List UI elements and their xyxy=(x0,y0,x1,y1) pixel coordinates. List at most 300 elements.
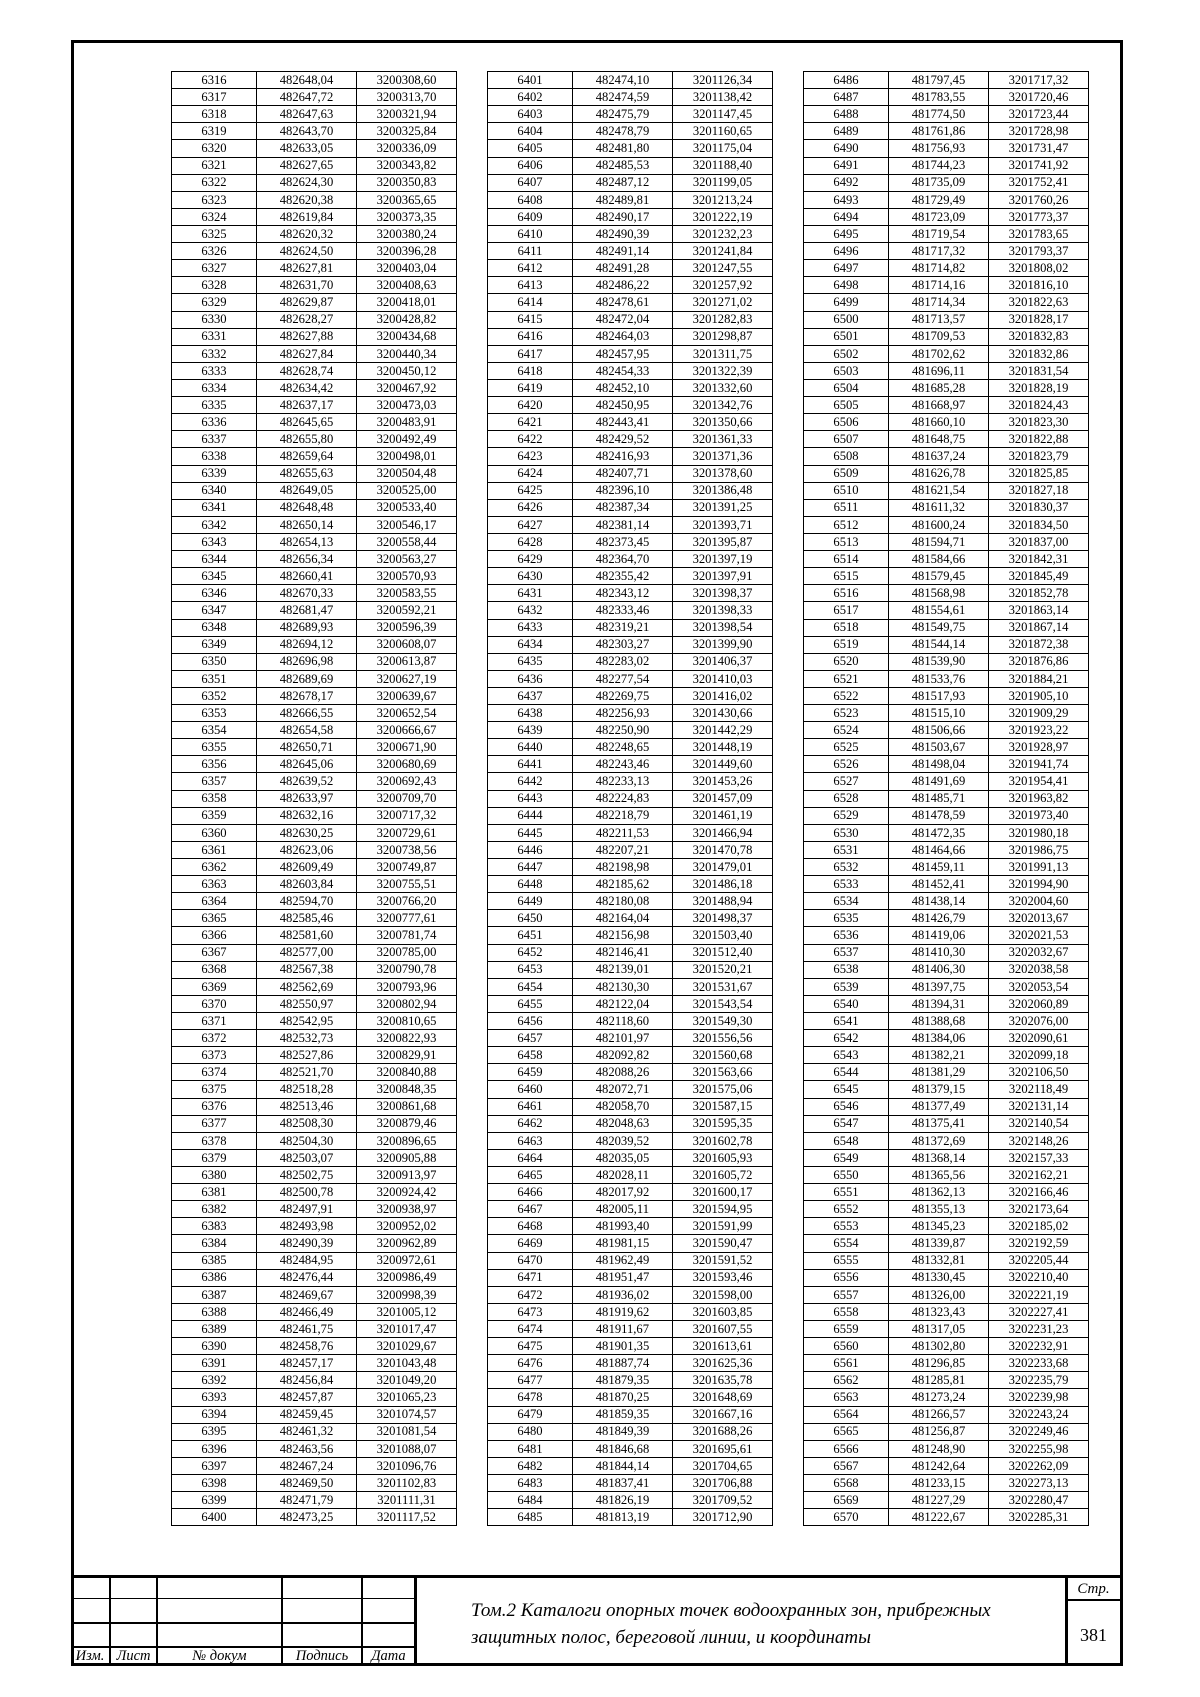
table-row xyxy=(172,1098,457,1115)
point-number-cell: 6457 xyxy=(488,1030,573,1047)
point-number-cell: 6509 xyxy=(804,465,889,482)
table-row xyxy=(804,961,1089,978)
table-row xyxy=(488,431,773,448)
y-coordinate-cell: 3201991,13 xyxy=(989,859,1089,876)
y-coordinate-cell: 3201311,75 xyxy=(673,345,773,362)
x-coordinate-cell: 482250,90 xyxy=(573,722,673,739)
x-coordinate-cell: 482550,97 xyxy=(257,995,357,1012)
table-row xyxy=(804,208,1089,225)
point-number-cell: 6349 xyxy=(172,636,257,653)
point-number-cell: 6472 xyxy=(488,1286,573,1303)
x-coordinate-cell: 482472,04 xyxy=(573,311,673,328)
table-row xyxy=(172,670,457,687)
x-coordinate-cell: 482650,71 xyxy=(257,739,357,756)
y-coordinate-cell: 3200440,34 xyxy=(357,345,457,362)
point-number-cell: 6360 xyxy=(172,824,257,841)
y-coordinate-cell: 3201147,45 xyxy=(673,106,773,123)
y-coordinate-cell: 3201832,83 xyxy=(989,328,1089,345)
x-coordinate-cell: 481594,71 xyxy=(889,533,989,550)
point-number-cell: 6556 xyxy=(804,1269,889,1286)
x-coordinate-cell: 482461,75 xyxy=(257,1320,357,1337)
x-coordinate-cell: 482623,06 xyxy=(257,841,357,858)
x-coordinate-cell: 481849,39 xyxy=(573,1423,673,1440)
point-number-cell: 6531 xyxy=(804,841,889,858)
x-coordinate-cell: 481377,49 xyxy=(889,1098,989,1115)
y-coordinate-cell: 3200729,61 xyxy=(357,824,457,841)
x-coordinate-cell: 482416,93 xyxy=(573,448,673,465)
y-coordinate-cell: 3201603,85 xyxy=(673,1303,773,1320)
x-coordinate-cell: 481729,49 xyxy=(889,191,989,208)
x-coordinate-cell: 482207,21 xyxy=(573,841,673,858)
y-coordinate-cell: 3201531,67 xyxy=(673,978,773,995)
y-coordinate-cell: 3200766,20 xyxy=(357,893,457,910)
x-coordinate-cell: 482491,14 xyxy=(573,243,673,260)
y-coordinate-cell: 3200350,83 xyxy=(357,174,457,191)
point-number-cell: 6398 xyxy=(172,1474,257,1491)
table-row xyxy=(804,1492,1089,1509)
y-coordinate-cell: 3201543,54 xyxy=(673,995,773,1012)
y-coordinate-cell: 3200373,35 xyxy=(357,208,457,225)
point-number-cell: 6566 xyxy=(804,1440,889,1457)
y-coordinate-cell: 3202249,46 xyxy=(989,1423,1089,1440)
y-coordinate-cell: 3201845,49 xyxy=(989,568,1089,585)
y-coordinate-cell: 3200396,28 xyxy=(357,243,457,260)
point-number-cell: 6319 xyxy=(172,123,257,140)
point-number-cell: 6546 xyxy=(804,1098,889,1115)
table-row xyxy=(172,294,457,311)
point-number-cell: 6415 xyxy=(488,311,573,328)
label-izm: Изм. xyxy=(75,1648,105,1664)
x-coordinate-cell: 482532,73 xyxy=(257,1030,357,1047)
x-coordinate-cell: 482681,47 xyxy=(257,602,357,619)
y-coordinate-cell: 3201111,31 xyxy=(357,1492,457,1509)
table-row xyxy=(488,72,773,89)
y-coordinate-cell: 3202053,54 xyxy=(989,978,1089,995)
x-coordinate-cell: 481951,47 xyxy=(573,1269,673,1286)
y-coordinate-cell: 3200755,51 xyxy=(357,876,457,893)
point-number-cell: 6414 xyxy=(488,294,573,311)
x-coordinate-cell: 481406,30 xyxy=(889,961,989,978)
y-coordinate-cell: 3201498,37 xyxy=(673,910,773,927)
point-number-cell: 6365 xyxy=(172,910,257,927)
table-row xyxy=(804,978,1089,995)
y-coordinate-cell: 3202060,89 xyxy=(989,995,1089,1012)
table-row xyxy=(488,243,773,260)
point-number-cell: 6560 xyxy=(804,1338,889,1355)
x-coordinate-cell: 481515,10 xyxy=(889,705,989,722)
point-number-cell: 6428 xyxy=(488,533,573,550)
x-coordinate-cell: 481713,57 xyxy=(889,311,989,328)
table-row xyxy=(172,1047,457,1064)
point-number-cell: 6530 xyxy=(804,824,889,841)
y-coordinate-cell: 3201980,18 xyxy=(989,824,1089,841)
table-row xyxy=(488,208,773,225)
x-coordinate-cell: 482118,60 xyxy=(573,1013,673,1030)
table-row xyxy=(804,448,1089,465)
point-number-cell: 6370 xyxy=(172,995,257,1012)
point-number-cell: 6378 xyxy=(172,1132,257,1149)
x-coordinate-cell: 481256,87 xyxy=(889,1423,989,1440)
x-coordinate-cell: 481735,09 xyxy=(889,174,989,191)
y-coordinate-cell: 3201830,37 xyxy=(989,499,1089,516)
table-row xyxy=(172,243,457,260)
y-coordinate-cell: 3201029,67 xyxy=(357,1338,457,1355)
y-coordinate-cell: 3200680,69 xyxy=(357,756,457,773)
x-coordinate-cell: 481981,15 xyxy=(573,1235,673,1252)
point-number-cell: 6568 xyxy=(804,1474,889,1491)
y-coordinate-cell: 3201986,75 xyxy=(989,841,1089,858)
x-coordinate-cell: 481813,19 xyxy=(573,1509,673,1526)
y-coordinate-cell: 3201088,07 xyxy=(357,1440,457,1457)
x-coordinate-cell: 482454,33 xyxy=(573,362,673,379)
table-row xyxy=(172,1115,457,1132)
point-number-cell: 6448 xyxy=(488,876,573,893)
x-coordinate-cell: 481517,93 xyxy=(889,687,989,704)
table-row xyxy=(804,191,1089,208)
table-row xyxy=(804,807,1089,824)
x-coordinate-cell: 482139,01 xyxy=(573,961,673,978)
coordinates-table-middle xyxy=(487,71,773,1526)
y-coordinate-cell: 3201731,47 xyxy=(989,140,1089,157)
x-coordinate-cell: 482655,63 xyxy=(257,465,357,482)
y-coordinate-cell: 3201872,38 xyxy=(989,636,1089,653)
y-coordinate-cell: 3202243,24 xyxy=(989,1406,1089,1423)
y-coordinate-cell: 3200738,56 xyxy=(357,841,457,858)
point-number-cell: 6387 xyxy=(172,1286,257,1303)
table-row xyxy=(172,191,457,208)
y-coordinate-cell: 3201350,66 xyxy=(673,414,773,431)
x-coordinate-cell: 481993,40 xyxy=(573,1218,673,1235)
table-row xyxy=(172,465,457,482)
x-coordinate-cell: 482035,05 xyxy=(573,1149,673,1166)
table-row xyxy=(804,362,1089,379)
y-coordinate-cell: 3200583,55 xyxy=(357,585,457,602)
x-coordinate-cell: 482645,06 xyxy=(257,756,357,773)
point-number-cell: 6435 xyxy=(488,653,573,670)
table-row xyxy=(804,1389,1089,1406)
point-number-cell: 6429 xyxy=(488,551,573,568)
y-coordinate-cell: 3200428,82 xyxy=(357,311,457,328)
y-coordinate-cell: 3200879,46 xyxy=(357,1115,457,1132)
table-row xyxy=(172,1492,457,1509)
point-number-cell: 6419 xyxy=(488,379,573,396)
point-number-cell: 6551 xyxy=(804,1184,889,1201)
point-number-cell: 6485 xyxy=(488,1509,573,1526)
y-coordinate-cell: 3201395,87 xyxy=(673,533,773,550)
y-coordinate-cell: 3201741,92 xyxy=(989,157,1089,174)
x-coordinate-cell: 481696,11 xyxy=(889,362,989,379)
table-row xyxy=(804,1440,1089,1457)
y-coordinate-cell: 3200848,35 xyxy=(357,1081,457,1098)
x-coordinate-cell: 482624,50 xyxy=(257,243,357,260)
table-row xyxy=(172,414,457,431)
point-number-cell: 6341 xyxy=(172,499,257,516)
point-number-cell: 6432 xyxy=(488,602,573,619)
y-coordinate-cell: 3202235,79 xyxy=(989,1372,1089,1389)
y-coordinate-cell: 3200905,88 xyxy=(357,1149,457,1166)
x-coordinate-cell: 482457,95 xyxy=(573,345,673,362)
table-row xyxy=(804,157,1089,174)
table-row xyxy=(172,1030,457,1047)
x-coordinate-cell: 482503,07 xyxy=(257,1149,357,1166)
point-number-cell: 6528 xyxy=(804,790,889,807)
x-coordinate-cell: 482632,16 xyxy=(257,807,357,824)
point-number-cell: 6337 xyxy=(172,431,257,448)
x-coordinate-cell: 481797,45 xyxy=(889,72,989,89)
table-row xyxy=(488,1303,773,1320)
x-coordinate-cell: 482381,14 xyxy=(573,516,673,533)
point-number-cell: 6549 xyxy=(804,1149,889,1166)
y-coordinate-cell: 3200483,91 xyxy=(357,414,457,431)
x-coordinate-cell: 482624,30 xyxy=(257,174,357,191)
point-number-cell: 6425 xyxy=(488,482,573,499)
x-coordinate-cell: 481248,90 xyxy=(889,1440,989,1457)
point-number-cell: 6418 xyxy=(488,362,573,379)
point-number-cell: 6433 xyxy=(488,619,573,636)
point-number-cell: 6484 xyxy=(488,1492,573,1509)
x-coordinate-cell: 482343,12 xyxy=(573,585,673,602)
x-coordinate-cell: 482072,71 xyxy=(573,1081,673,1098)
table-row xyxy=(804,431,1089,448)
x-coordinate-cell: 481846,68 xyxy=(573,1440,673,1457)
y-coordinate-cell: 3201332,60 xyxy=(673,379,773,396)
table-row xyxy=(172,1406,457,1423)
point-number-cell: 6526 xyxy=(804,756,889,773)
x-coordinate-cell: 481579,45 xyxy=(889,568,989,585)
point-number-cell: 6539 xyxy=(804,978,889,995)
point-number-cell: 6454 xyxy=(488,978,573,995)
point-number-cell: 6355 xyxy=(172,739,257,756)
table-row xyxy=(488,619,773,636)
table-row xyxy=(172,533,457,550)
x-coordinate-cell: 482473,25 xyxy=(257,1509,357,1526)
y-coordinate-cell: 3201065,23 xyxy=(357,1389,457,1406)
x-coordinate-cell: 482243,46 xyxy=(573,756,673,773)
table-row xyxy=(488,1167,773,1184)
y-coordinate-cell: 3202285,31 xyxy=(989,1509,1089,1526)
point-number-cell: 6336 xyxy=(172,414,257,431)
table-row xyxy=(172,379,457,396)
x-coordinate-cell: 482101,97 xyxy=(573,1030,673,1047)
point-number-cell: 6478 xyxy=(488,1389,573,1406)
y-coordinate-cell: 3200308,60 xyxy=(357,72,457,89)
point-number-cell: 6477 xyxy=(488,1372,573,1389)
point-number-cell: 6326 xyxy=(172,243,257,260)
table-row xyxy=(172,1303,457,1320)
table-row xyxy=(488,585,773,602)
table-row xyxy=(804,841,1089,858)
point-number-cell: 6524 xyxy=(804,722,889,739)
table-row xyxy=(804,1235,1089,1252)
y-coordinate-cell: 3201398,33 xyxy=(673,602,773,619)
point-number-cell: 6353 xyxy=(172,705,257,722)
y-coordinate-cell: 3201752,41 xyxy=(989,174,1089,191)
point-number-cell: 6547 xyxy=(804,1115,889,1132)
y-coordinate-cell: 3201909,29 xyxy=(989,705,1089,722)
y-coordinate-cell: 3201831,54 xyxy=(989,362,1089,379)
y-coordinate-cell: 3200380,24 xyxy=(357,225,457,242)
y-coordinate-cell: 3202280,47 xyxy=(989,1492,1089,1509)
y-coordinate-cell: 3201416,02 xyxy=(673,687,773,704)
x-coordinate-cell: 482634,42 xyxy=(257,379,357,396)
point-number-cell: 6461 xyxy=(488,1098,573,1115)
x-coordinate-cell: 481549,75 xyxy=(889,619,989,636)
x-coordinate-cell: 482475,79 xyxy=(573,106,673,123)
y-coordinate-cell: 3201520,21 xyxy=(673,961,773,978)
point-number-cell: 6510 xyxy=(804,482,889,499)
y-coordinate-cell: 3201808,02 xyxy=(989,260,1089,277)
table-row xyxy=(172,790,457,807)
table-row xyxy=(488,294,773,311)
y-coordinate-cell: 3200613,87 xyxy=(357,653,457,670)
x-coordinate-cell: 481296,85 xyxy=(889,1355,989,1372)
table-row xyxy=(172,140,457,157)
y-coordinate-cell: 3201563,66 xyxy=(673,1064,773,1081)
y-coordinate-cell: 3200785,00 xyxy=(357,944,457,961)
y-coordinate-cell: 3201760,26 xyxy=(989,191,1089,208)
table-row xyxy=(488,191,773,208)
y-coordinate-cell: 3201863,14 xyxy=(989,602,1089,619)
x-coordinate-cell: 481388,68 xyxy=(889,1013,989,1030)
y-coordinate-cell: 3201213,24 xyxy=(673,191,773,208)
table-row xyxy=(804,1098,1089,1115)
table-row xyxy=(804,1355,1089,1372)
table-row xyxy=(804,260,1089,277)
point-number-cell: 6555 xyxy=(804,1252,889,1269)
y-coordinate-cell: 3201593,46 xyxy=(673,1269,773,1286)
table-row xyxy=(172,978,457,995)
x-coordinate-cell: 482457,17 xyxy=(257,1355,357,1372)
point-number-cell: 6333 xyxy=(172,362,257,379)
table-row xyxy=(804,824,1089,841)
y-coordinate-cell: 3202173,64 xyxy=(989,1201,1089,1218)
y-coordinate-cell: 3200793,96 xyxy=(357,978,457,995)
table-row xyxy=(804,174,1089,191)
point-number-cell: 6357 xyxy=(172,773,257,790)
x-coordinate-cell: 481723,09 xyxy=(889,208,989,225)
y-coordinate-cell: 3200840,88 xyxy=(357,1064,457,1081)
x-coordinate-cell: 481962,49 xyxy=(573,1252,673,1269)
table-row xyxy=(488,277,773,294)
x-coordinate-cell: 481660,10 xyxy=(889,414,989,431)
y-coordinate-cell: 3202262,09 xyxy=(989,1457,1089,1474)
point-number-cell: 6446 xyxy=(488,841,573,858)
table-row xyxy=(488,1132,773,1149)
y-coordinate-cell: 3200972,61 xyxy=(357,1252,457,1269)
point-number-cell: 6502 xyxy=(804,345,889,362)
point-number-cell: 6518 xyxy=(804,619,889,636)
point-number-cell: 6350 xyxy=(172,653,257,670)
point-number-cell: 6402 xyxy=(488,89,573,106)
y-coordinate-cell: 3200709,70 xyxy=(357,790,457,807)
table-row xyxy=(488,910,773,927)
table-row xyxy=(488,893,773,910)
x-coordinate-cell: 481901,35 xyxy=(573,1338,673,1355)
x-coordinate-cell: 482643,70 xyxy=(257,123,357,140)
x-coordinate-cell: 482631,70 xyxy=(257,277,357,294)
point-number-cell: 6476 xyxy=(488,1355,573,1372)
y-coordinate-cell: 3201126,34 xyxy=(673,72,773,89)
y-coordinate-cell: 3201470,78 xyxy=(673,841,773,858)
x-coordinate-cell: 482513,46 xyxy=(257,1098,357,1115)
x-coordinate-cell: 482567,38 xyxy=(257,961,357,978)
table-row xyxy=(488,1235,773,1252)
table-row xyxy=(172,311,457,328)
y-coordinate-cell: 3202090,61 xyxy=(989,1030,1089,1047)
point-number-cell: 6552 xyxy=(804,1201,889,1218)
x-coordinate-cell: 482609,49 xyxy=(257,859,357,876)
point-number-cell: 6404 xyxy=(488,123,573,140)
x-coordinate-cell: 481375,41 xyxy=(889,1115,989,1132)
table-row xyxy=(172,1509,457,1526)
table-row xyxy=(488,1457,773,1474)
point-number-cell: 6511 xyxy=(804,499,889,516)
y-coordinate-cell: 3202231,23 xyxy=(989,1320,1089,1337)
point-number-cell: 6442 xyxy=(488,773,573,790)
table-row xyxy=(804,1064,1089,1081)
point-number-cell: 6359 xyxy=(172,807,257,824)
document-title: Том.2 Каталоги опорных точек водоохранных зон, прибрежных защитных полос, береговой линии, и координаты xyxy=(471,1600,991,1648)
x-coordinate-cell: 482387,34 xyxy=(573,499,673,516)
x-coordinate-cell: 481355,13 xyxy=(889,1201,989,1218)
point-number-cell: 6486 xyxy=(804,72,889,89)
x-coordinate-cell: 481485,71 xyxy=(889,790,989,807)
table-row xyxy=(172,927,457,944)
y-coordinate-cell: 3201648,69 xyxy=(673,1389,773,1406)
table-row xyxy=(804,1030,1089,1047)
point-number-cell: 6321 xyxy=(172,157,257,174)
point-number-cell: 6444 xyxy=(488,807,573,824)
coordinates-table-right xyxy=(803,71,1089,1526)
y-coordinate-cell: 3201232,23 xyxy=(673,225,773,242)
x-coordinate-cell: 482649,05 xyxy=(257,482,357,499)
point-number-cell: 6383 xyxy=(172,1218,257,1235)
y-coordinate-cell: 3201298,87 xyxy=(673,328,773,345)
y-coordinate-cell: 3201822,63 xyxy=(989,294,1089,311)
table-row xyxy=(804,636,1089,653)
x-coordinate-cell: 481317,05 xyxy=(889,1320,989,1337)
y-coordinate-cell: 3201605,72 xyxy=(673,1167,773,1184)
x-coordinate-cell: 482637,17 xyxy=(257,397,357,414)
x-coordinate-cell: 481452,41 xyxy=(889,876,989,893)
point-number-cell: 6464 xyxy=(488,1149,573,1166)
table-row xyxy=(488,311,773,328)
table-row xyxy=(804,277,1089,294)
y-coordinate-cell: 3202140,54 xyxy=(989,1115,1089,1132)
table-row xyxy=(172,1064,457,1081)
x-coordinate-cell: 482581,60 xyxy=(257,927,357,944)
x-coordinate-cell: 482490,17 xyxy=(573,208,673,225)
table-row xyxy=(488,1492,773,1509)
table-row xyxy=(488,448,773,465)
y-coordinate-cell: 3201884,21 xyxy=(989,670,1089,687)
table-row xyxy=(804,140,1089,157)
table-row xyxy=(488,499,773,516)
table-row xyxy=(172,687,457,704)
x-coordinate-cell: 482654,58 xyxy=(257,722,357,739)
x-coordinate-cell: 482224,83 xyxy=(573,790,673,807)
point-number-cell: 6569 xyxy=(804,1492,889,1509)
table-row xyxy=(488,773,773,790)
y-coordinate-cell: 3200504,48 xyxy=(357,465,457,482)
table-row xyxy=(488,1406,773,1423)
table-row xyxy=(488,260,773,277)
table-row xyxy=(488,482,773,499)
x-coordinate-cell: 482670,33 xyxy=(257,585,357,602)
point-number-cell: 6361 xyxy=(172,841,257,858)
table-row xyxy=(172,106,457,123)
y-coordinate-cell: 3200533,40 xyxy=(357,499,457,516)
